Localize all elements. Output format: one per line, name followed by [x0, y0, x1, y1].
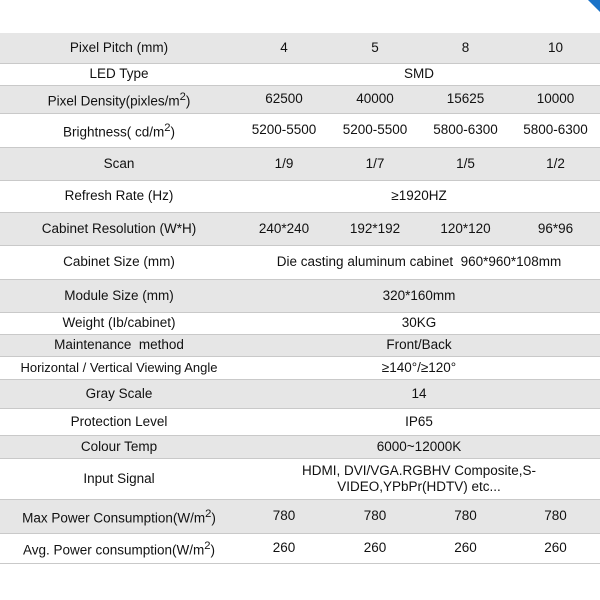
row-value: Die casting aluminum cabinet 960*960*108mm — [238, 245, 600, 279]
row-brightness — [0, 113, 600, 147]
row-label: Scan — [0, 147, 238, 180]
row-label: Pixel Pitch (mm) — [0, 33, 238, 63]
table-cell: 1/7 — [330, 147, 420, 180]
column-header: 4 — [238, 33, 330, 63]
table-cell: 10000 — [511, 85, 600, 113]
row-led-type — [0, 63, 600, 85]
row-value: 14 — [238, 379, 600, 408]
row-value: ≥1920HZ — [238, 180, 600, 212]
row-label: Max Power $Consumption(W/m^2)$ — [0, 499, 238, 533]
row-cabinet-size — [0, 245, 600, 279]
table-cell: 780 — [420, 499, 511, 533]
table-cell: 260 — [238, 533, 330, 563]
row-pixel-pitch — [0, 33, 600, 63]
row-weight — [0, 312, 600, 334]
row-label: Avg. Power $consumption(W/m^2)$ — [0, 533, 238, 563]
row-input-signal — [0, 458, 600, 499]
row-label: Cabinet Size (mm) — [0, 245, 238, 279]
row-scan — [0, 147, 600, 180]
row-viewing-angle — [0, 356, 600, 379]
table-cell: 780 — [238, 499, 330, 533]
row-value: IP65 — [238, 408, 600, 435]
table-cell: 260 — [511, 533, 600, 563]
table-cell: 15625 — [420, 85, 511, 113]
table-cell: 40000 — [330, 85, 420, 113]
row-pixel-density — [0, 85, 600, 113]
row-label: Colour Temp — [0, 435, 238, 458]
table-cell: 5200-5500 — [238, 113, 330, 147]
row-value: HDMI, DVI/VGA.RGBHV Composite,S- VIDEO,YPbPr(HDTV) etc... — [238, 458, 600, 499]
table-cell: 260 — [330, 533, 420, 563]
row-label: Brightness( $cd/m^2$) — [0, 113, 238, 147]
column-header: 5 — [330, 33, 420, 63]
column-header: 8 — [420, 33, 511, 63]
row-max-power — [0, 499, 600, 533]
row-value: 320*160mm — [238, 279, 600, 312]
row-value: SMD — [238, 63, 600, 85]
row-label: Cabinet Resolution (W*H) — [0, 212, 238, 245]
table-cell: 1/9 — [238, 147, 330, 180]
row-gray-scale — [0, 379, 600, 408]
table-cell: 260 — [420, 533, 511, 563]
row-label: Horizontal / Vertical Viewing Angle — [0, 356, 238, 379]
table-cell: 1/2 — [511, 147, 600, 180]
table-cell: 1/5 — [420, 147, 511, 180]
table-cell: 5200-5500 — [330, 113, 420, 147]
row-refresh-rate — [0, 180, 600, 212]
corner-accent — [588, 0, 600, 12]
row-maintenance — [0, 334, 600, 356]
row-label: Gray Scale — [0, 379, 238, 408]
row-value: 30KG — [238, 312, 600, 334]
row-label: Module Size (mm) — [0, 279, 238, 312]
table-cell: 5800-6300 — [420, 113, 511, 147]
row-label: Weight (Ib/cabinet) — [0, 312, 238, 334]
row-label: Input Signal — [0, 458, 238, 499]
row-value: 6000~12000K — [238, 435, 600, 458]
table-cell: 780 — [511, 499, 600, 533]
row-label: Pixel $Density(pixles/m^2)$ — [0, 85, 238, 113]
row-colour-temp — [0, 435, 600, 458]
row-label: LED Type — [0, 63, 238, 85]
spec-table — [0, 33, 600, 564]
column-header: 10 — [511, 33, 600, 63]
table-cell: 240*240 — [238, 212, 330, 245]
row-label: Refresh Rate (Hz) — [0, 180, 238, 212]
row-module-size — [0, 279, 600, 312]
table-cell: 62500 — [238, 85, 330, 113]
table-cell: 192*192 — [330, 212, 420, 245]
table-cell: 5800-6300 — [511, 113, 600, 147]
row-value: Front/Back — [238, 334, 600, 356]
row-protection-level — [0, 408, 600, 435]
table-cell: 780 — [330, 499, 420, 533]
row-cabinet-resolution — [0, 212, 600, 245]
row-label: Maintenance method — [0, 334, 238, 356]
table-cell: 96*96 — [511, 212, 600, 245]
row-value: ≥140°/≥120° — [238, 356, 600, 379]
row-label: Protection Level — [0, 408, 238, 435]
row-avg-power — [0, 533, 600, 563]
table-cell: 120*120 — [420, 212, 511, 245]
